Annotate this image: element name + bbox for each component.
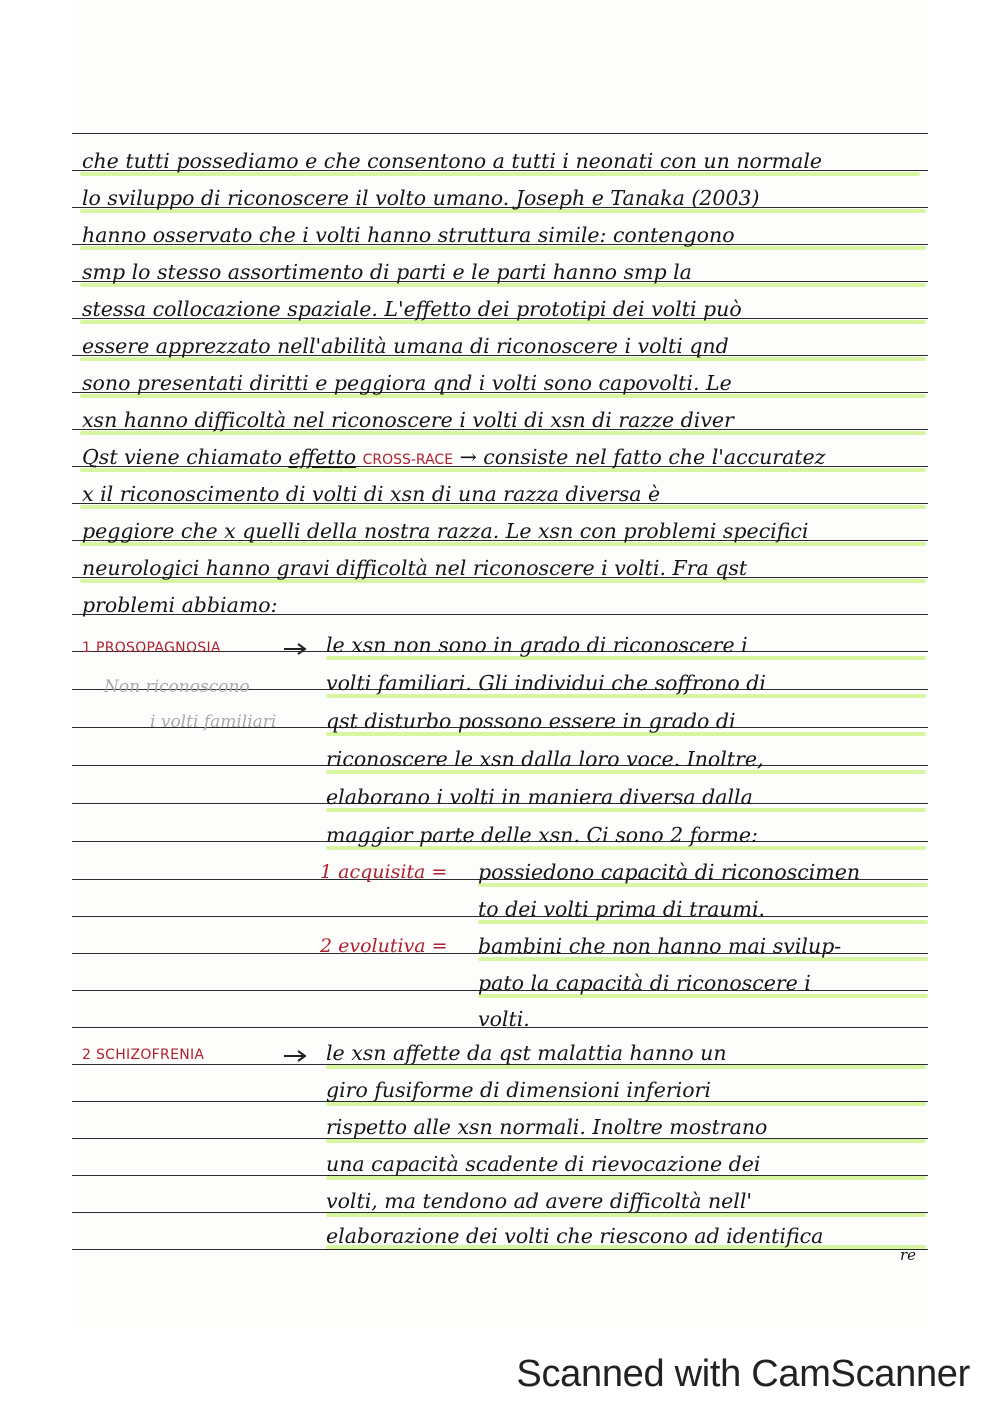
acquisita-line-1: possiedono capacità di riconoscimen bbox=[478, 860, 861, 884]
evolutiva-line-2: pato la capacità di riconoscere i bbox=[478, 971, 811, 995]
text-line-11: peggiore che x quelli della nostra razza. Le xsn con problemi specifici bbox=[82, 519, 809, 543]
evolutiva-line-1: bambini che non hanno mai svilup- bbox=[478, 934, 842, 958]
cross-race-line bbox=[82, 442, 928, 472]
text-line-13: problemi abbiamo: bbox=[82, 593, 278, 617]
camscanner-watermark: Scanned with CamScanner bbox=[516, 1353, 970, 1395]
margin-note-1: Non riconoscono bbox=[104, 677, 250, 697]
schizofrenia-continuation: re bbox=[900, 1246, 917, 1264]
text-line-10: x il riconoscimento di volti di xsn di una razza diversa è bbox=[82, 482, 661, 506]
schizofrenia-line-5: volti, ma tendono ad avere difficoltà nell' bbox=[326, 1189, 753, 1213]
arrow-icon: → bbox=[459, 445, 477, 469]
text-line-12: neurologici hanno gravi difficoltà nel riconoscere i volti. Fra qst bbox=[82, 556, 748, 580]
cross-race-prefix: Qst viene chiamato bbox=[82, 445, 282, 469]
schizofrenia-line-1: le xsn affette da qst malattia hanno un bbox=[326, 1041, 727, 1065]
effetto-word: effetto bbox=[288, 445, 357, 469]
acquisita-label: 1 acquisita = bbox=[320, 861, 448, 883]
text-line-7: sono presentati diritti e peggiora qnd i volti sono capovolti. Le bbox=[82, 371, 732, 395]
text-line-4: smp lo stesso assortimento di parti e le parti hanno smp la bbox=[82, 260, 692, 284]
text-line-2: lo sviluppo di riconoscere il volto umano. Joseph e Tanaka (2003) bbox=[82, 186, 760, 210]
schizofrenia-label: 2 SCHIZOFRENIA bbox=[82, 1047, 205, 1063]
text-line-6: essere apprezzato nell'abilità umana di riconoscere i volti qnd bbox=[82, 334, 729, 358]
schizofrenia-line-2: giro fusiforme di dimensioni inferiori bbox=[326, 1078, 711, 1102]
cross-race-term: CROSS-RACE bbox=[362, 452, 454, 468]
schizofrenia-line-4: una capacità scadente di rievocazione dei bbox=[326, 1152, 761, 1176]
prosopagnosia-line-1: le xsn non sono in grado di riconoscere i bbox=[326, 633, 748, 657]
prosopagnosia-label: 1 PROSOPAGNOSIA bbox=[82, 640, 221, 656]
schizofrenia-line-3: rispetto alle xsn normali. Inoltre mostrano bbox=[326, 1115, 768, 1139]
evolutiva-line-3: volti. bbox=[478, 1007, 530, 1031]
evolutiva-label: 2 evolutiva = bbox=[320, 935, 448, 957]
prosopagnosia-line-4: riconoscere le xsn dalla loro voce. Inoltre, bbox=[326, 747, 764, 771]
text-line-5: stessa collocazione spaziale. L'effetto dei prototipi dei volti può bbox=[82, 297, 742, 321]
prosopagnosia-line-2: volti familiari. Gli individui che soffrono di bbox=[326, 671, 766, 695]
ruled-line bbox=[72, 133, 928, 134]
schizofrenia-line-6: elaborazione dei volti che riescono ad identifica bbox=[326, 1224, 824, 1248]
prosopagnosia-line-5: elaborano i volti in maniera diversa dalla bbox=[326, 785, 753, 809]
prosopagnosia-line-3: qst disturbo possono essere in grado di bbox=[326, 709, 736, 733]
prosopagnosia-line-6: maggior parte delle xsn. Ci sono 2 forme: bbox=[326, 823, 758, 847]
margin-note-2: i volti familiari bbox=[150, 712, 277, 732]
text-line-8: xsn hanno difficoltà nel riconoscere i volti di xsn di razze diver bbox=[82, 408, 734, 432]
text-line-3: hanno osservato che i volti hanno struttura simile: contengono bbox=[82, 223, 735, 247]
cross-race-rest: consiste nel fatto che l'accuratez bbox=[483, 445, 826, 469]
arrow-icon bbox=[283, 643, 307, 655]
acquisita-line-2: to dei volti prima di traumi. bbox=[478, 897, 766, 921]
arrow-icon bbox=[283, 1050, 307, 1062]
text-line-1: che tutti possediamo e che consentono a tutti i neonati con un normale bbox=[82, 149, 823, 173]
